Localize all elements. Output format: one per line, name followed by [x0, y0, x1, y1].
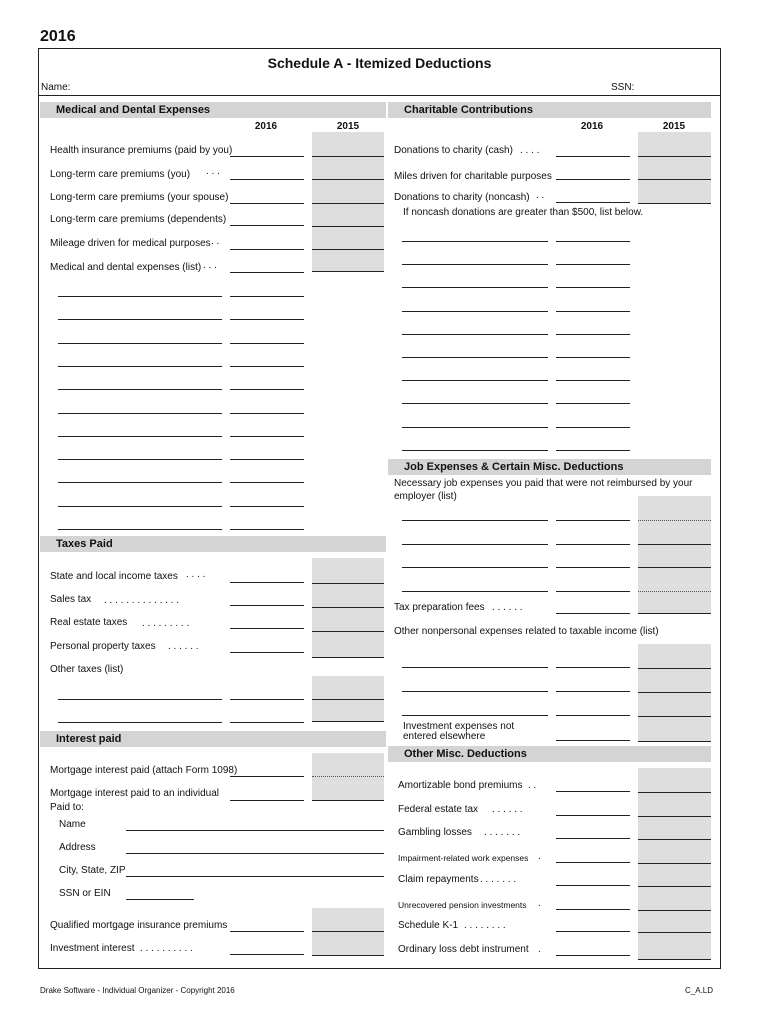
nonpersonal-desc-field[interactable] — [402, 704, 548, 716]
misc-2016-field[interactable] — [556, 898, 630, 910]
taxes-item-label: Sales tax — [50, 594, 92, 605]
misc-2015-divider — [638, 886, 711, 887]
investment-expenses-field[interactable] — [556, 729, 630, 741]
payee-name-field[interactable] — [126, 819, 384, 831]
medical-header: Medical and Dental Expenses — [40, 102, 386, 118]
taxes-item-label: Personal property taxes — [50, 641, 156, 652]
medical-list-2016-field[interactable] — [230, 402, 304, 414]
taxes-header: Taxes Paid — [40, 536, 386, 552]
taxes-2016-field[interactable] — [230, 571, 304, 583]
misc-2016-field[interactable] — [556, 804, 630, 816]
charitable-col-2016: 2016 — [580, 121, 604, 132]
form-year: 2016 — [40, 28, 76, 45]
noncash-list-desc-field[interactable] — [402, 416, 548, 428]
job-desc-line2: employer (list) — [394, 491, 457, 502]
qualified-mortgage-field[interactable] — [230, 920, 304, 932]
misc-2015-divider — [638, 910, 711, 911]
medical-2016-field[interactable] — [230, 238, 304, 250]
medical-list-desc-field[interactable] — [58, 471, 222, 483]
misc-2016-field[interactable] — [556, 920, 630, 932]
noncash-list-desc-field[interactable] — [402, 323, 548, 335]
noncash-list-2016-field[interactable] — [556, 300, 630, 312]
medical-col-2015: 2015 — [336, 121, 360, 132]
interest-lower-2015-box — [312, 908, 384, 956]
noncash-list-desc-field[interactable] — [402, 392, 548, 404]
payee-address-field[interactable] — [126, 842, 384, 854]
misc-2015-divider — [638, 863, 711, 864]
noncash-list-2016-field[interactable] — [556, 392, 630, 404]
noncash-list-2016-field[interactable] — [556, 439, 630, 451]
payee-name-label: Name — [59, 819, 86, 830]
medical-item-label: Long-term care premiums (dependents) — [50, 214, 227, 225]
medical-list-2016-field[interactable] — [230, 355, 304, 367]
job-list-desc-field[interactable] — [402, 533, 548, 545]
name-label: Name: — [41, 82, 71, 93]
medical-col-2016: 2016 — [254, 121, 278, 132]
medical-list-2016-field[interactable] — [230, 495, 304, 507]
misc-2015-divider — [638, 839, 711, 840]
noncash-list-2016-field[interactable] — [556, 276, 630, 288]
medical-list-2016-field[interactable] — [230, 378, 304, 390]
taxes-2016-field[interactable] — [230, 594, 304, 606]
tax-prep-field[interactable] — [556, 602, 630, 614]
ssn-label: SSN: — [611, 82, 635, 93]
job-list-2016-field[interactable] — [556, 509, 630, 521]
taxes-item-label: Other taxes (list) — [50, 664, 124, 675]
medical-item-label: Long-term care premiums (your spouse) — [50, 192, 229, 203]
mortgage-interest-label: Mortgage interest paid (attach Form 1098) — [50, 765, 238, 776]
investment-interest-label: Investment interest — [50, 943, 135, 954]
noncash-list-desc-field[interactable] — [402, 300, 548, 312]
investment-expenses-label-2: entered elsewhere — [403, 731, 486, 742]
misc-2016-field[interactable] — [556, 851, 630, 863]
medical-2016-field[interactable] — [230, 145, 304, 157]
misc-item-leader: . — [538, 944, 541, 955]
charitable-2016-field[interactable] — [556, 191, 630, 203]
taxes-2015-box — [312, 558, 384, 658]
job-list-desc-field[interactable] — [402, 509, 548, 521]
medical-2015-box — [312, 132, 384, 272]
misc-item-label: Claim repayments — [398, 874, 479, 885]
noncash-list-2016-field[interactable] — [556, 369, 630, 381]
taxes-2016-field[interactable] — [230, 617, 304, 629]
misc-2016-field[interactable] — [556, 827, 630, 839]
other-taxes-desc-field[interactable] — [58, 711, 222, 723]
charitable-2015-box — [638, 132, 711, 204]
mortgage-individual-label: Mortgage interest paid to an individual — [50, 788, 219, 799]
misc-item-leader: . . . . . . — [492, 804, 523, 815]
misc-2015-divider — [638, 792, 711, 793]
medical-list-2016-field[interactable] — [230, 471, 304, 483]
medical-list-desc-field[interactable] — [58, 402, 222, 414]
medical-item-label: Mileage driven for medical purposes — [50, 238, 211, 249]
header-divider — [38, 95, 721, 96]
noncash-note: If noncash donations are greater than $500, list below. — [403, 207, 644, 218]
misc-item-leader: . — [538, 898, 541, 909]
nonpersonal-desc-field[interactable] — [402, 680, 548, 692]
medical-list-desc-field[interactable] — [58, 355, 222, 367]
nonpersonal-2016-field[interactable] — [556, 680, 630, 692]
taxes-item-label: Real estate taxes — [50, 617, 128, 628]
medical-2016-field[interactable] — [230, 214, 304, 226]
medical-2016-field[interactable] — [230, 261, 304, 273]
misc-item-label: Impairment-related work expenses — [398, 853, 529, 863]
medical-list-desc-field[interactable] — [58, 332, 222, 344]
form-title: Schedule A - Itemized Deductions — [267, 55, 492, 71]
other-nonpersonal-label: Other nonpersonal expenses related to taxable income (list) — [394, 626, 659, 637]
charitable-2016-field[interactable] — [556, 168, 630, 180]
job-list-desc-field[interactable] — [402, 556, 548, 568]
misc-2015-divider — [638, 816, 711, 817]
misc-header: Other Misc. Deductions — [388, 746, 711, 762]
mortgage-interest-field[interactable] — [230, 765, 304, 777]
misc-2015-divider — [638, 932, 711, 933]
nonpersonal-2016-field[interactable] — [556, 656, 630, 668]
medical-2016-field[interactable] — [230, 192, 304, 204]
investment-interest-field[interactable] — [230, 943, 304, 955]
investment-expenses-label-1: Investment expenses not — [403, 721, 515, 732]
other-taxes-2016-field[interactable] — [230, 711, 304, 723]
misc-item-label: Schedule K-1 — [398, 920, 459, 931]
other-taxes-desc-field[interactable] — [58, 688, 222, 700]
medical-list-2016-field[interactable] — [230, 425, 304, 437]
noncash-list-2016-field[interactable] — [556, 253, 630, 265]
noncash-list-desc-field[interactable] — [402, 369, 548, 381]
misc-2016-field[interactable] — [556, 874, 630, 886]
medical-list-2016-field[interactable] — [230, 448, 304, 460]
job-desc-line1: Necessary job expenses you paid that were not reimbursed by your — [394, 478, 693, 489]
job-list-2016-field[interactable] — [556, 556, 630, 568]
mortgage-individual-field[interactable] — [230, 789, 304, 801]
misc-item-leader: . . — [528, 780, 537, 791]
job-list-2016-field[interactable] — [556, 580, 630, 592]
medical-item-label: Medical and dental expenses (list) — [50, 262, 202, 273]
other-taxes-2016-field[interactable] — [230, 688, 304, 700]
medical-list-desc-field[interactable] — [58, 518, 222, 530]
noncash-list-2016-field[interactable] — [556, 230, 630, 242]
payee-ssn-field[interactable] — [126, 888, 194, 900]
misc-item-leader: . . . . . . . . — [464, 920, 506, 931]
charitable-2016-field[interactable] — [556, 145, 630, 157]
medical-list-2016-field[interactable] — [230, 332, 304, 344]
medical-item-label: Health insurance premiums (paid by you) — [50, 145, 233, 156]
footer-copyright: Drake Software - Individual Organizer - Copyright 2016 — [40, 986, 235, 995]
charitable-header: Charitable Contributions — [388, 102, 711, 118]
misc-2016-field[interactable] — [556, 944, 630, 956]
job-list-desc-field[interactable] — [402, 580, 548, 592]
job-list-2016-field[interactable] — [556, 533, 630, 545]
medical-list-desc-field[interactable] — [58, 285, 222, 297]
misc-item-leader: . . . . . . . — [480, 874, 517, 885]
payee-address-label: Address — [59, 842, 96, 853]
charitable-item-label: Donations to charity (cash) — [394, 145, 513, 156]
misc-item-label: Federal estate tax — [398, 804, 479, 815]
noncash-list-desc-field[interactable] — [402, 230, 548, 242]
noncash-list-desc-field[interactable] — [402, 276, 548, 288]
medical-list-2016-field[interactable] — [230, 285, 304, 297]
payee-city-field[interactable] — [126, 865, 384, 877]
medical-list-desc-field[interactable] — [58, 425, 222, 437]
job-2015-box — [638, 496, 711, 614]
nonpersonal-2016-field[interactable] — [556, 704, 630, 716]
payee-ssn-label: SSN or EIN — [59, 888, 111, 899]
medical-item-label: Long-term care premiums (you) — [50, 169, 191, 180]
misc-item-leader: . — [538, 851, 541, 862]
nonpersonal-desc-field[interactable] — [402, 656, 548, 668]
medical-list-desc-field[interactable] — [58, 378, 222, 390]
noncash-list-2016-field[interactable] — [556, 416, 630, 428]
charitable-item-label: Miles driven for charitable purposes — [394, 171, 552, 182]
misc-item-label: Unrecovered pension investments — [398, 900, 527, 910]
misc-item-leader: . . . . . . . — [484, 827, 521, 838]
payee-city-label: City, State, ZIP — [59, 865, 126, 876]
noncash-list-desc-field[interactable] — [402, 253, 548, 265]
noncash-list-2016-field[interactable] — [556, 346, 630, 358]
interest-2015-box — [312, 753, 384, 801]
medical-list-desc-field[interactable] — [58, 308, 222, 320]
taxes-item-label: State and local income taxes — [50, 571, 178, 582]
nonpersonal-2015-box — [638, 644, 711, 742]
medical-2016-field[interactable] — [230, 168, 304, 180]
job-header: Job Expenses & Certain Misc. Deductions — [388, 459, 711, 475]
medical-list-2016-field[interactable] — [230, 518, 304, 530]
noncash-list-desc-field[interactable] — [402, 346, 548, 358]
medical-list-desc-field[interactable] — [58, 448, 222, 460]
qualified-mortgage-label: Qualified mortgage insurance premiums — [50, 920, 228, 931]
misc-item-label: Gambling losses — [398, 827, 472, 838]
paid-to-label: Paid to: — [50, 802, 84, 813]
medical-list-desc-field[interactable] — [58, 495, 222, 507]
interest-header: Interest paid — [40, 731, 386, 747]
noncash-list-2016-field[interactable] — [556, 323, 630, 335]
charitable-col-2015: 2015 — [662, 121, 686, 132]
tax-prep-label: Tax preparation fees — [394, 602, 485, 613]
medical-list-2016-field[interactable] — [230, 308, 304, 320]
misc-item-label: Amortizable bond premiums — [398, 780, 523, 791]
footer-code: C_A.LD — [685, 986, 714, 995]
misc-item-label: Ordinary loss debt instrument — [398, 944, 529, 955]
noncash-list-desc-field[interactable] — [402, 439, 548, 451]
charitable-item-label: Donations to charity (noncash) — [394, 192, 530, 203]
taxes-2016-field[interactable] — [230, 641, 304, 653]
misc-2016-field[interactable] — [556, 780, 630, 792]
